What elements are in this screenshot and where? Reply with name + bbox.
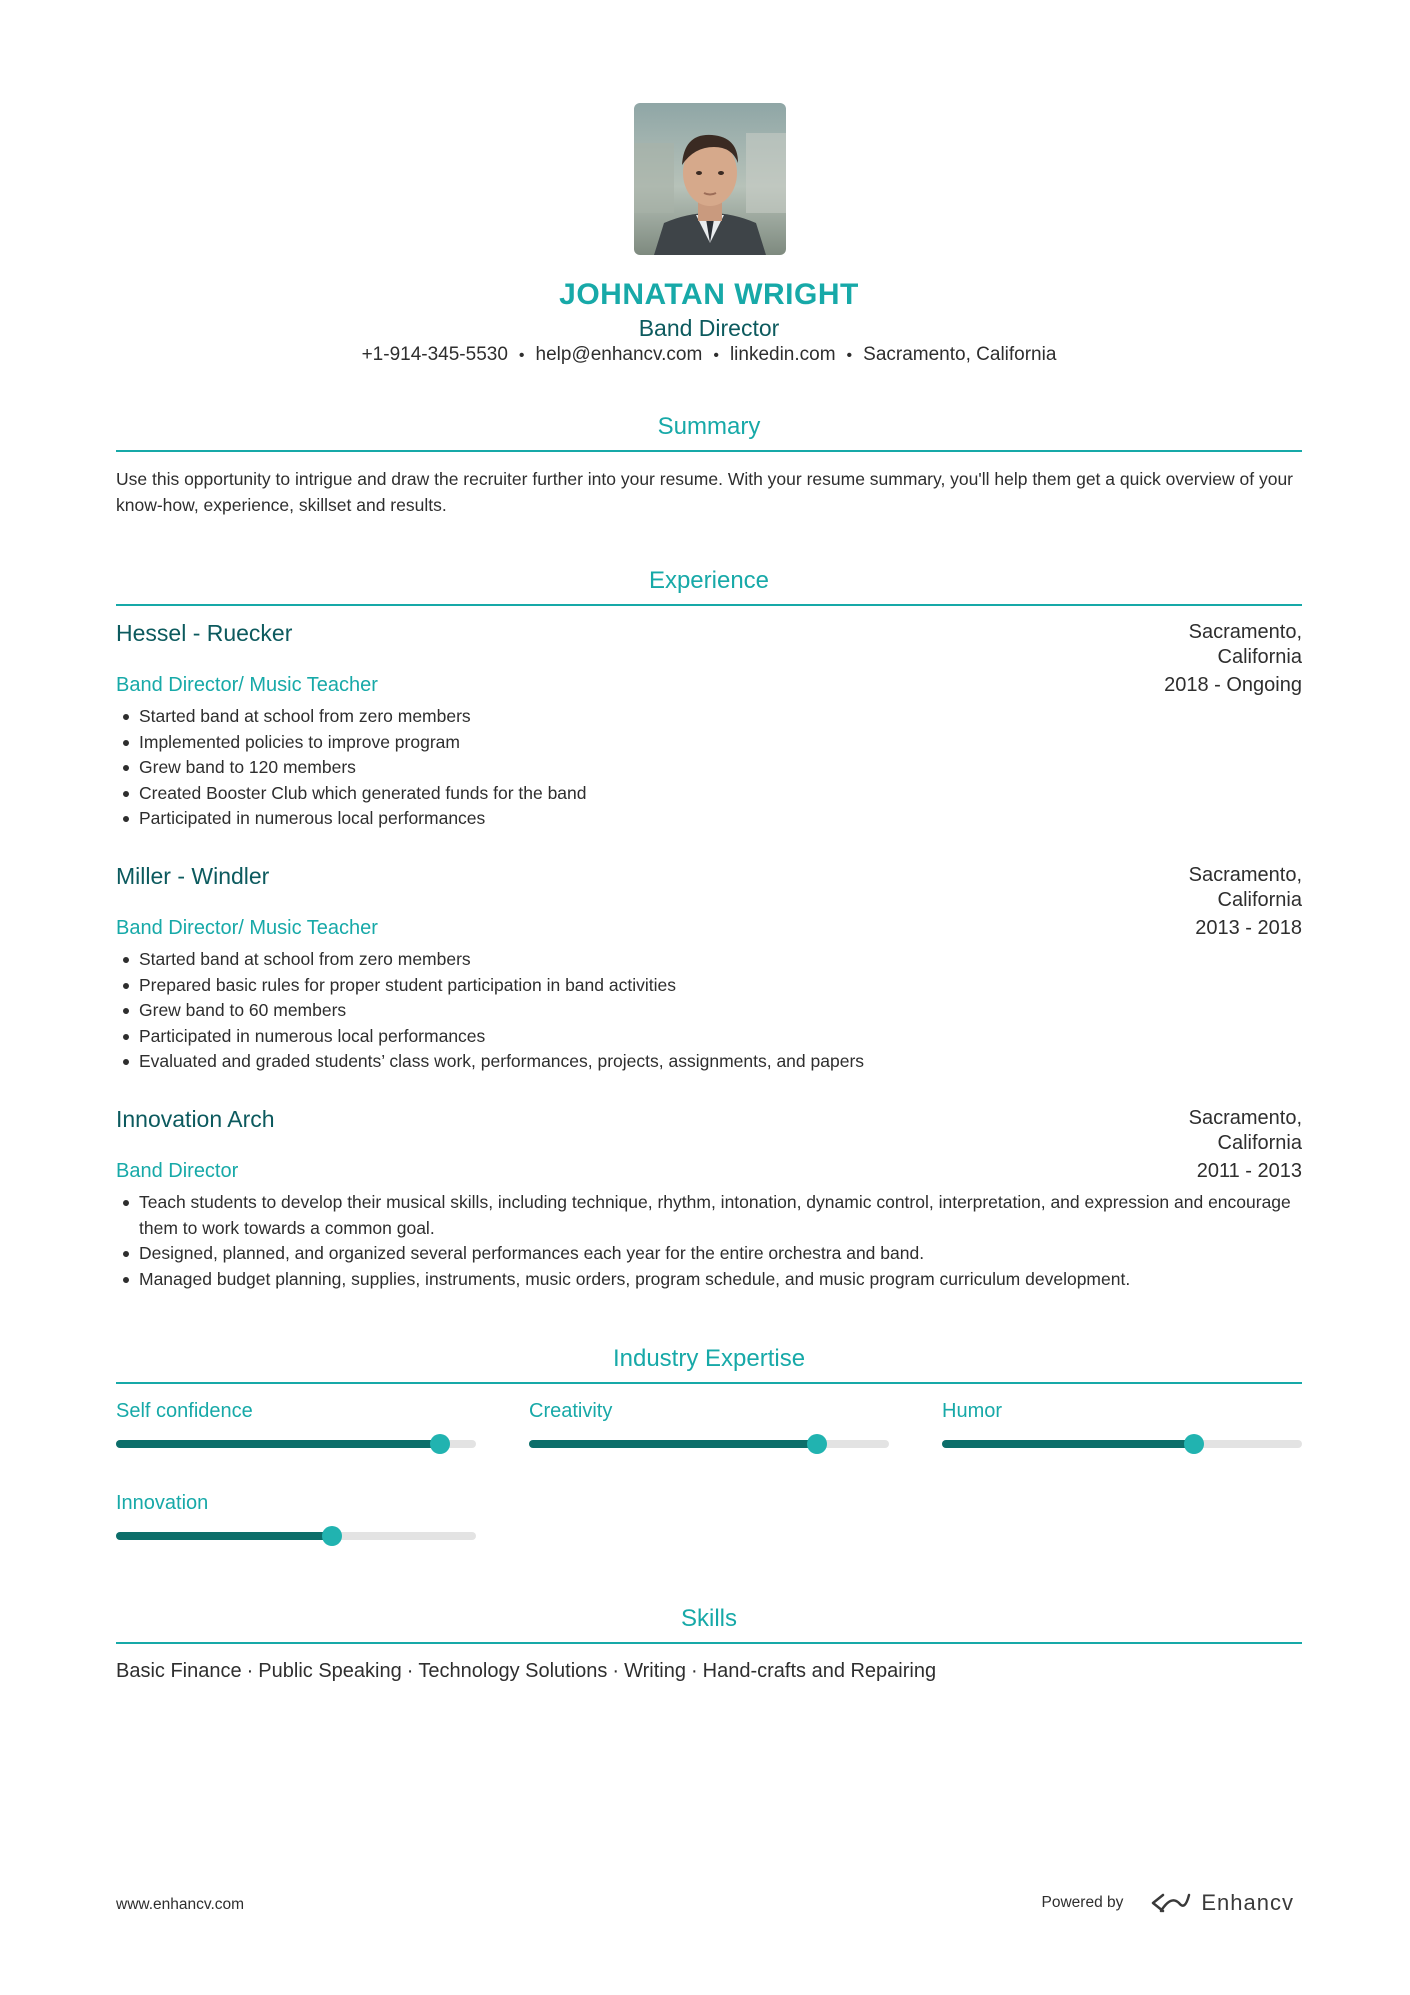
company-name: Miller - Windler [116,863,270,889]
expertise-fill [116,1532,332,1540]
expertise-knob [322,1526,342,1546]
job-role: Band Director [116,1160,239,1182]
job-dates: 2018 - Ongoing [1164,674,1302,696]
separator-dot: · [246,1660,254,1682]
skill-item: Public Speaking [258,1660,402,1682]
summary-divider [116,450,1302,452]
skills-list [116,1660,936,1683]
skill-item: Basic Finance [116,1660,242,1682]
candidate-title: Band Director [638,315,780,341]
bullet-item: Teach students to develop their musical skills, including technique, rhythm, intonation, dynamic control, interpretation, and expression and encourage them to work towards a common goal. [116,1190,1302,1241]
expertise-track [116,1440,476,1448]
job-location: Sacramento, California [1188,621,1302,668]
candidate-name: JOHNATAN WRIGHT [559,278,859,311]
expertise-item [116,1400,476,1460]
job-bullets [116,1190,1302,1292]
expertise-fill [942,1440,1194,1448]
expertise-track [942,1440,1302,1448]
bullet-item: Grew band to 60 members [116,998,1302,1024]
skill-item: Technology Solutions [418,1660,608,1682]
linkedin[interactable]: linkedin.com [729,344,836,365]
phone[interactable]: +1-914-345-5530 [361,344,508,365]
job-bullets [116,704,1302,832]
expertise-label: Self confidence [116,1400,253,1422]
expertise-knob [1184,1434,1204,1454]
email[interactable]: help@enhancv.com [535,344,703,365]
bullet-item: Implemented policies to improve program [116,730,1302,756]
footer-website[interactable]: www.enhancv.com [116,1896,245,1913]
profile-photo [634,103,786,255]
enhancv-logo-icon [1149,1891,1193,1915]
expertise-label: Creativity [529,1400,613,1422]
bullet-item: Designed, planned, and organized several performances each year for the entire orchestra and band. [116,1241,1302,1267]
separator-dot: · [690,1660,698,1682]
separator-dot: · [406,1660,414,1682]
summary-text: Use this opportunity to intrigue and draw the recruiter further into your resume. With your resume summary, you'll help them get a quick overview of your know-how, experience, skillset and results. [116,469,1294,515]
skill-item: Writing [624,1660,686,1682]
bullet-item: Started band at school from zero members [116,947,1302,973]
job-location: Sacramento, California [1188,864,1302,911]
resume-page [116,0,1302,1995]
expertise-track [529,1440,889,1448]
summary-heading: Summary [657,413,761,440]
portrait-image [634,103,786,255]
expertise-knob [430,1434,450,1454]
job-dates: 2011 - 2013 [1196,1160,1302,1182]
expertise-heading: Industry Expertise [612,1345,806,1372]
separator-dot: • [713,347,719,364]
expertise-label: Innovation [116,1492,209,1514]
bullet-item: Created Booster Club which generated funds for the band [116,781,1302,807]
separator-dot: • [846,347,853,364]
bullet-item: Participated in numerous local performances [116,806,1302,832]
job-role: Band Director/ Music Teacher [116,917,378,939]
company-name: Innovation Arch [116,1106,275,1132]
job-role: Band Director/ Music Teacher [116,674,378,696]
company-name: Hessel - Ruecker [116,620,293,646]
contact-line [116,344,1302,366]
bullet-item: Evaluated and graded students’ class work, performances, projects, assignments, and papers [116,1049,1302,1075]
separator-dot: · [612,1660,620,1682]
skill-item: Hand-crafts and Repairing [702,1660,937,1682]
skills-heading: Skills [680,1605,737,1632]
bullet-item: Managed budget planning, supplies, instruments, music orders, program schedule, and music program curriculum development. [116,1267,1302,1293]
expertise-item [942,1400,1302,1460]
job-dates: 2013 - 2018 [1195,917,1302,939]
powered-by-label: Powered by [1041,1894,1124,1911]
separator-dot: • [518,347,525,364]
expertise-item [116,1492,476,1552]
expertise-track [116,1532,476,1540]
expertise-divider [116,1382,1302,1384]
expertise-fill [116,1440,440,1448]
expertise-fill [529,1440,817,1448]
bullet-item: Grew band to 120 members [116,755,1302,781]
bullet-item: Started band at school from zero members [116,704,1302,730]
job-bullets [116,947,1302,1075]
footer-branding [1042,1889,1294,1917]
bullet-item: Prepared basic rules for proper student participation in band activities [116,973,1302,999]
expertise-knob [807,1434,827,1454]
location: Sacramento, California [863,344,1057,365]
bullet-item: Participated in numerous local performances [116,1024,1302,1050]
expertise-item [529,1400,889,1460]
expertise-label: Humor [942,1400,1003,1422]
experience-divider [116,604,1302,606]
experience-heading: Experience [648,567,770,594]
enhancv-logo[interactable] [1149,1890,1294,1916]
brand-name: Enhancv [1201,1890,1294,1915]
job-location: Sacramento, California [1188,1107,1302,1154]
skills-divider [116,1642,1302,1644]
